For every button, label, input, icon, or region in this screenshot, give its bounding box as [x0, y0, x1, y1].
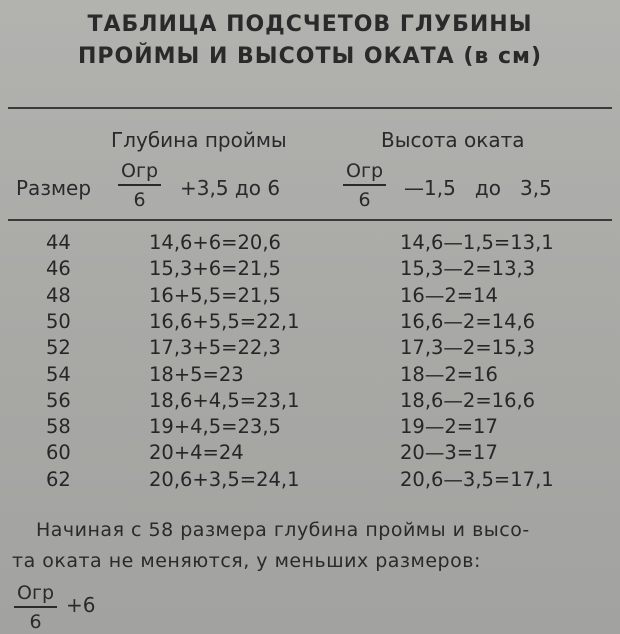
- armhole-depth-cell: 19+4,5=23,5: [149, 415, 281, 438]
- table-title-line-1: ТАБЛИЦА ПОДСЧЕТОВ ГЛУБИНЫ: [87, 12, 533, 37]
- cap-formula-denominator: 6: [358, 189, 371, 211]
- cap-height-cell: 20,6—3,5=17,1: [400, 468, 554, 491]
- armhole-depth-cell: 16+5,5=21,5: [149, 284, 281, 307]
- cap-height-cell: 20—3=17: [400, 441, 498, 464]
- size-cell: 54: [46, 363, 71, 386]
- size-cell: 62: [46, 468, 71, 491]
- armhole-depth-cell: 20,6+3,5=24,1: [149, 468, 300, 491]
- armhole-depth-cell: 17,3+5=22,3: [149, 336, 281, 359]
- cap-formula-fraction: [343, 160, 386, 211]
- size-cell: 60: [46, 441, 71, 464]
- note-line-1: Начиная с 58 размера глубина проймы и высо-: [36, 519, 530, 541]
- size-cell: 50: [46, 310, 71, 333]
- cap-height-cell: 18,6—2=16,6: [400, 389, 536, 412]
- cap-formula-numerator: Огр: [343, 160, 386, 186]
- cap-height-cell: 16,6—2=14,6: [400, 310, 536, 333]
- armhole-depth-cell: 18,6+4,5=23,1: [149, 389, 300, 412]
- note-formula-numerator: Огр: [14, 582, 57, 608]
- size-cell: 52: [46, 336, 71, 359]
- cap-formula-rest: —1,5 до 3,5: [404, 176, 552, 200]
- armhole-depth-cell: 20+4=24: [149, 441, 244, 464]
- armhole-formula-numerator: Огр: [118, 160, 161, 186]
- size-cell: 58: [46, 415, 71, 438]
- armhole-formula-rest: +3,5 до 6: [180, 176, 281, 200]
- header-bottom-rule: [8, 219, 612, 221]
- armhole-depth-header: Глубина проймы: [111, 128, 287, 152]
- cap-height-cell: 19—2=17: [400, 415, 498, 438]
- note-formula-denominator: 6: [29, 611, 42, 633]
- table-top-rule: [8, 107, 612, 109]
- cap-height-cell: 15,3—2=13,3: [400, 257, 536, 280]
- armhole-depth-cell: 16,6+5,5=22,1: [149, 310, 300, 333]
- cap-height-cell: 16—2=14: [400, 284, 498, 307]
- size-cell: 44: [46, 231, 71, 254]
- armhole-depth-cell: 15,3+6=21,5: [149, 257, 281, 280]
- armhole-formula-fraction: [118, 160, 161, 211]
- size-cell: 48: [46, 284, 71, 307]
- note-formula-rest: +6: [66, 593, 96, 617]
- note-formula-fraction: [14, 582, 57, 633]
- cap-height-cell: 17,3—2=15,3: [400, 336, 536, 359]
- size-cell: 46: [46, 257, 71, 280]
- cap-height-header: Высота оката: [381, 128, 525, 152]
- cap-height-cell: 18—2=16: [400, 363, 498, 386]
- armhole-depth-cell: 14,6+6=20,6: [149, 231, 281, 254]
- size-cell: 56: [46, 389, 71, 412]
- armhole-depth-cell: 18+5=23: [149, 363, 244, 386]
- table-title-line-2: ПРОЙМЫ И ВЫСОТЫ ОКАТА (в см): [77, 44, 543, 69]
- note-line-2: та оката не меняются, у меньших размеров:: [12, 550, 481, 572]
- armhole-formula-denominator: 6: [133, 189, 146, 211]
- size-header: Размер: [16, 176, 92, 200]
- cap-height-cell: 14,6—1,5=13,1: [400, 231, 554, 254]
